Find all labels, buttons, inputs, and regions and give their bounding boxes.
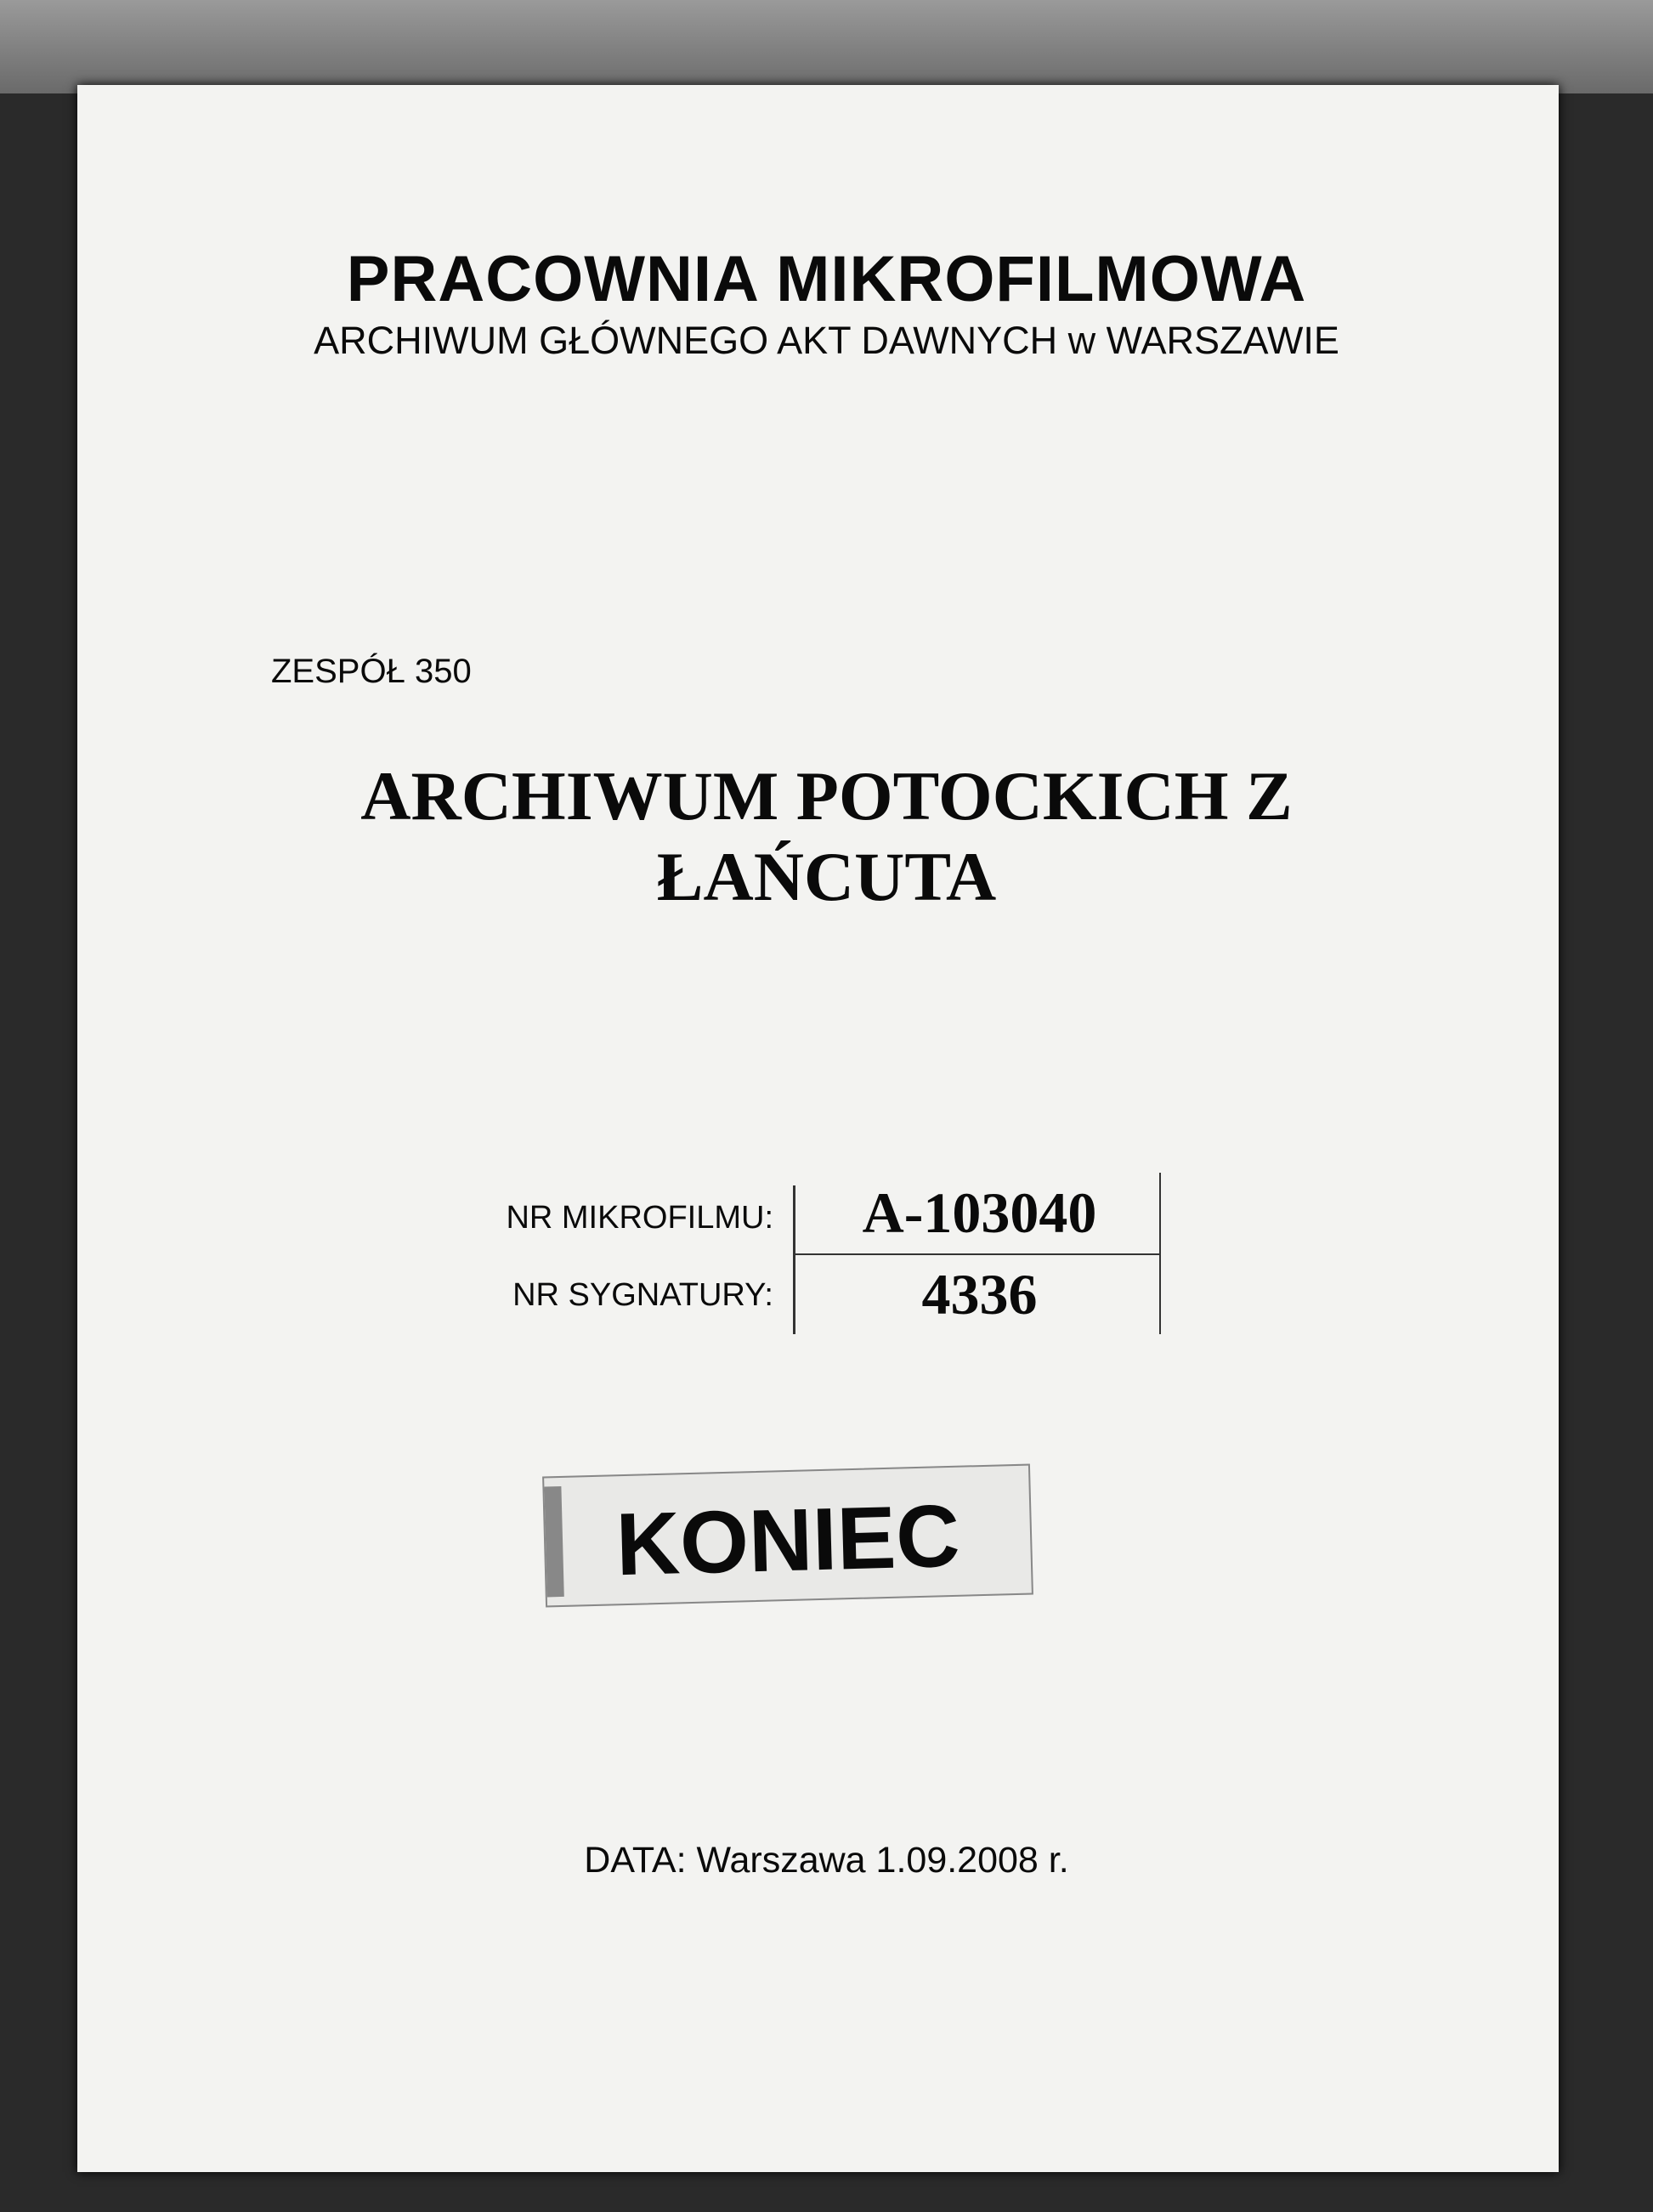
signature-value: 4336	[921, 1262, 1038, 1327]
microfilm-label: NR MIKROFILMU:	[506, 1200, 773, 1236]
scan-background	[0, 0, 1653, 93]
collection-title-line1: ARCHIWUM POTOCKICH Z	[360, 757, 1293, 834]
collection-title-line2: ŁAŃCUTA	[656, 838, 997, 915]
page-title: PRACOWNIA MIKROFILMOWA	[346, 243, 1307, 315]
signature-label: NR SYGNATURY:	[512, 1277, 773, 1313]
page-subtitle: ARCHIWUM GŁÓWNEGO AKT DAWNYCH w WARSZAWIE	[314, 319, 1339, 362]
date-line: DATA: Warszawa 1.09.2008 r.	[584, 1840, 1069, 1881]
zespol-label: ZESPÓŁ 350	[271, 653, 472, 690]
end-label: KONIEC	[614, 1486, 961, 1595]
table-divider-middle	[795, 1253, 1160, 1255]
table-divider-left	[793, 1185, 795, 1334]
end-stamp	[542, 1464, 1033, 1608]
microfilm-value: A-103040	[862, 1180, 1097, 1245]
